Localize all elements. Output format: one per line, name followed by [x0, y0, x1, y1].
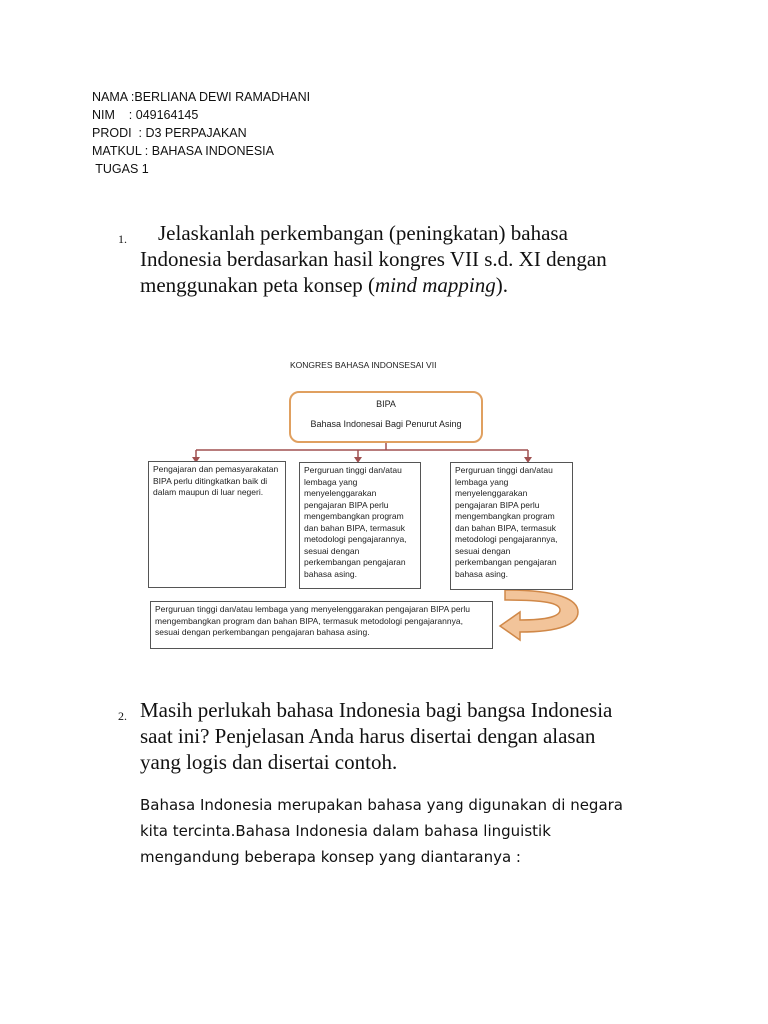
question2-number: 2.: [118, 709, 127, 723]
student-prodi: PRODI : D3 PERPAJAKAN: [92, 126, 247, 140]
question1-line2: Indonesia berdasarkan hasil kongres VII s.d. XI dengan: [140, 247, 607, 271]
question1-line3-suffix: ).: [495, 273, 509, 297]
question2-line3: yang logis dan disertai contoh.: [140, 750, 398, 774]
question2-line1: Masih perlukah bahasa Indonesia bagi bangsa Indonesia: [140, 698, 613, 722]
question2-text: [140, 697, 700, 775]
question1-number: 1.: [118, 232, 127, 246]
answer-paragraph: [140, 792, 680, 870]
student-name: NAMA :BERLIANA DEWI RAMADHANI: [92, 90, 311, 104]
question1-line3-italic: mind mapping: [375, 273, 496, 297]
diagram-box-4: Perguruan tinggi dan/atau lembaga yang menyelenggarakan pengajaran BIPA perlu mengembangkan program dan bahan BIPA, termasuk metodologi pengajarannya, sesuai dengan perkembangan pengajaran bahasa asing.: [150, 601, 493, 649]
answer-line1: Bahasa Indonesia merupakan bahasa yang digunakan di negara: [140, 796, 624, 814]
question2-line2: saat ini? Penjelasan Anda harus disertai dengan alasan: [140, 724, 596, 748]
curved-arrow-icon: [500, 590, 578, 640]
question1-line1: Jelaskanlah perkembangan (peningkatan) bahasa: [158, 221, 568, 245]
student-matkul: MATKUL : BAHASA INDONESIA: [92, 144, 274, 158]
assignment-label: TUGAS 1: [92, 162, 149, 176]
diagram-box-2: Perguruan tinggi dan/atau lembaga yang menyelenggarakan pengajaran BIPA perlu mengembangkan program dan bahan BIPA, termasuk metodologi pengajarannya, sesuai dengan perkembangan pengajaran bahasa asing.: [299, 462, 421, 589]
diagram-box-3: Perguruan tinggi dan/atau lembaga yang menyelenggarakan pengajaran BIPA perlu mengembangkan program dan bahan BIPA, termasuk metodologi pengajarannya, sesuai dengan perkembangan pengajaran bahasa asing.: [450, 462, 573, 590]
question1-line3-prefix: menggunakan peta konsep (: [140, 273, 376, 297]
student-nim: NIM : 049164145: [92, 108, 199, 122]
answer-line2: kita tercinta.Bahasa Indonesia dalam bahasa linguistik: [140, 822, 551, 840]
diagram-title: KONGRES BAHASA INDONSESAI VII: [290, 360, 437, 370]
answer-line3: mengandung beberapa konsep yang diantaranya :: [140, 848, 521, 866]
diagram-root-title: BIPA: [376, 399, 396, 409]
diagram-box-1: Pengajaran dan pemasyarakatan BIPA perlu ditingkatkan baik di dalam maupun di luar negeri.: [148, 461, 286, 588]
diagram-root-subtitle: Bahasa Indonesai Bagi Penurut Asing: [310, 419, 462, 429]
